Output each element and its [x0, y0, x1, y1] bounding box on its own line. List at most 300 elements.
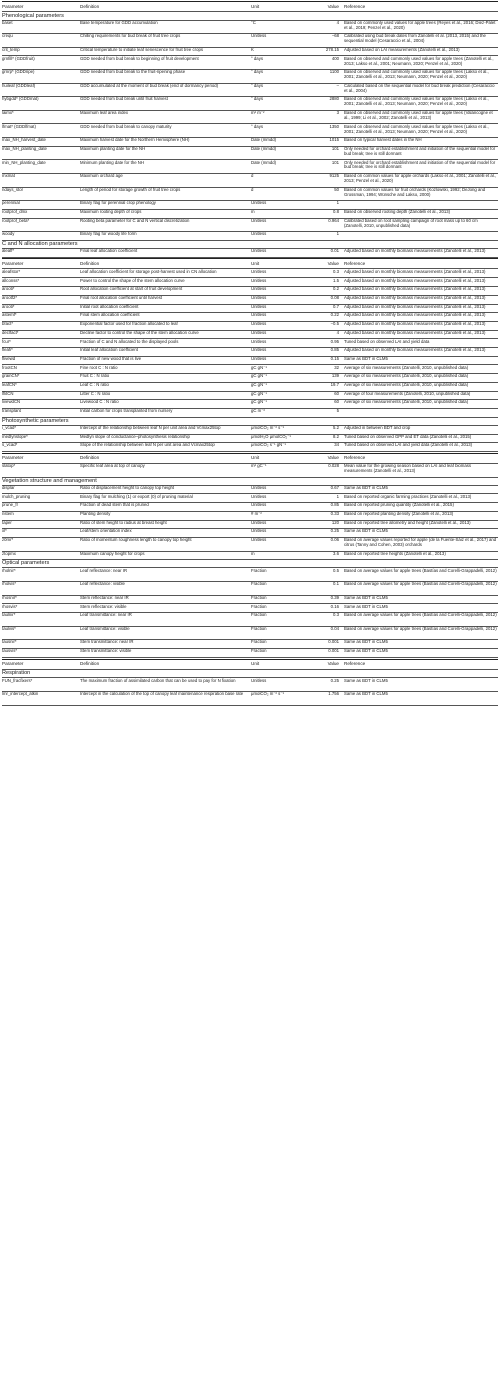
cell-definition: Base temperature for GDD accumulation [80, 19, 158, 25]
cell-parameter: grainCN* [2, 373, 20, 379]
cell-value: 0.3 [333, 612, 339, 618]
cell-reference: Based on average values for apple trees (Bastías and Corelli-Grappadelli, 2012) [344, 567, 497, 573]
table-rule [2, 669, 498, 670]
cell-value: 0.7 [333, 303, 339, 309]
cell-definition: Slope of the relationship between leaf N per unit area and Vcmax25top [80, 442, 215, 448]
header-unit: Unit [251, 260, 260, 266]
cell-parameter: crit_temp [2, 46, 20, 52]
cell-unit: Unitless [251, 338, 267, 344]
cell-parameter: lmr_intercept_atkin [2, 691, 39, 697]
cell-parameter: lfmat* (GDDlfmat) [2, 123, 36, 129]
cell-unit: d [251, 186, 254, 192]
cell-definition: Leaf transmittance: near IR [80, 612, 132, 618]
cell-value: 0.15 [330, 355, 339, 361]
cell-definition: Fraction of dead stem that is pruned [80, 502, 149, 508]
cell-reference: Tuned based on observed LAI and yield data [344, 338, 430, 344]
cell-value: 0.2 [333, 286, 339, 292]
cell-unit: Fraction [251, 648, 267, 654]
cell-parameter: ztopmx [2, 550, 16, 556]
cell-definition: Maximum planting date for the NH [80, 145, 146, 151]
cell-reference: Based on common values for fruit orchards (Kozlowski, 1992; DeJong and Grossman, 1994; Wünsche and Lakso, 2000) [344, 186, 486, 197]
cell-parameter: crequ [2, 33, 13, 39]
table-rule [2, 231, 498, 232]
cell-reference: Adjusted based on monthly biomass measurements (Zanotelli et al., 2013) [344, 277, 486, 283]
header-value: Value [327, 260, 339, 266]
cell-reference: Mean value for the growing season based on LAI and leaf biomass measurements (Zanotelli et al., 2013) [344, 463, 472, 473]
cell-parameter: z0mr* [2, 537, 14, 543]
cell-definition: Maximum orchard age [80, 173, 123, 179]
cell-value: 1 [336, 231, 339, 237]
cell-parameter: arootf2* [2, 295, 18, 300]
cell-value: 4 [336, 329, 339, 335]
cell-reference: Adjusted based on monthly biomass measurements (Zanotelli et al., 2013) [344, 329, 486, 335]
cell-value: 3.6 [333, 550, 339, 556]
cell-reference: Adjusted based on monthly biomass measurements (Zanotelli et al., 2013) [344, 286, 486, 292]
cell-unit: d [251, 173, 254, 179]
cell-unit: m [251, 550, 255, 556]
cell-parameter: woody [2, 231, 15, 237]
cell-unit: Fraction [251, 594, 267, 600]
cell-reference: Tuned based on observed GPP and ET data (Zanotelli et al., 2015) [344, 433, 472, 439]
cell-parameter: mxmat [2, 173, 15, 179]
header-parameter: Parameter [2, 661, 24, 667]
cell-definition: Leaf transmittance: visible [80, 625, 130, 631]
cell-parameter: tausvis* [2, 648, 18, 654]
cell-parameter: grnrp* (GDDripe) [2, 69, 35, 75]
cell-value: 5 [336, 408, 339, 414]
cell-reference: Adjusted based on monthly biomass measurements (Zanotelli et al., 2013) [344, 295, 486, 300]
cell-value: 0.8 [333, 209, 339, 214]
cell-parameter: max_NH_harvest_date [2, 137, 46, 143]
cell-unit: Fraction [251, 603, 267, 609]
cell-value: 0.5 [333, 567, 339, 573]
cell-definition: Leaf reflectance: near IR [80, 567, 128, 573]
cell-definition: Maximum harvest date for the Northern Hemisphere (NH) [80, 137, 190, 143]
cell-reference: Based on observed and commonly used values for apple trees (Lakso et al., 2001; Zanotelli et al., 2013; Neumann, 2020; Penzel et al., 2020) [344, 123, 489, 134]
cell-value: 0.964 [328, 217, 339, 223]
cell-value: 0.04 [330, 625, 339, 631]
cell-reference: Average of six measurements (Zanotelli, 2010, unpublished data) [344, 364, 469, 370]
cell-unit: gC m⁻² [251, 408, 265, 414]
table-rule [2, 705, 498, 706]
cell-unit: gC gN⁻¹ [251, 373, 267, 379]
cell-value: – [336, 82, 339, 88]
cell-parameter: aleaff* [2, 248, 15, 254]
cell-parameter: mulch_pruning [2, 493, 31, 499]
cell-definition: Ratio of stem height to radius at breast height [80, 519, 167, 525]
section-title: Respiration [2, 670, 31, 677]
cell-value: 3 [336, 110, 339, 115]
cell-value: 1 [336, 200, 339, 206]
cell-value: 0.85 [330, 347, 339, 353]
cell-unit: Date (mmdd) [251, 137, 277, 143]
cell-definition: Maximum canopy height for crops [80, 550, 145, 556]
cell-value: 120 [331, 519, 339, 525]
cell-definition: Decline factor to control the shape of the stem allocation curve [80, 329, 199, 335]
cell-unit: Unitless [251, 528, 267, 534]
cell-definition: Binary flag for mulching (1) or export (0) of pruning material [80, 493, 193, 499]
cell-unit: Fraction [251, 581, 267, 587]
cell-parameter: prune_fr [2, 502, 19, 508]
cell-reference: Same as BDT in CLM5 [344, 677, 388, 683]
table-rule [2, 417, 498, 418]
cell-reference: Adjusted based on monthly biomass measurements (Zanotelli et al., 2013) [344, 312, 486, 318]
cell-value: 0.01 [330, 248, 339, 254]
section-title: Photosynthetic parameters [2, 417, 69, 424]
cell-unit: μmolCO₂ m⁻² s⁻¹ [251, 425, 285, 430]
cell-unit: gC gN⁻¹ [251, 382, 267, 387]
section-title: Vegetation structure and management [2, 477, 97, 484]
cell-unit: Unitless [251, 484, 267, 490]
cell-definition: Minimum planting date for the NH [80, 159, 145, 165]
cell-definition: Ratio of momentum roughness length to canopy top height [80, 537, 192, 543]
cell-unit: °C [251, 19, 256, 25]
cell-definition: Stem transmittance: visible [80, 648, 132, 654]
cell-unit: m² gC⁻¹ [251, 463, 267, 469]
cell-value: 0.1 [333, 581, 339, 587]
cell-reference: Based on observed and commonly used values for apple trees (Lakso et al., 2001; Zanotelli et al., 2013; Neumann, 2020; Penzel et al., 2020) [344, 96, 489, 107]
cell-unit: Unitless [251, 493, 267, 499]
cell-definition: Leaf/stem orientation index [80, 528, 132, 534]
cell-value: −68 [331, 33, 339, 39]
cell-reference: Adjusted based on monthly biomass measurements (Zanotelli et al., 2013) [344, 347, 486, 353]
cell-unit: Unitless [251, 277, 267, 283]
cell-definition: GDD needed from bud break to canopy maturity [80, 123, 172, 129]
cell-reference: Same as BDT in CLM5 [344, 355, 388, 361]
cell-value: −0.5 [330, 321, 339, 327]
cell-reference: Adjusted based on monthly biomass measurements (Zanotelli et al., 2013) [344, 303, 486, 309]
header-parameter: Parameter [2, 455, 24, 461]
cell-unit: Unitless [251, 286, 267, 292]
cell-parameter: FUN_fracfixers* [2, 677, 33, 683]
cell-definition: Exponential factor used for fraction allocated to leaf [80, 321, 178, 327]
cell-unit: ° days [251, 96, 263, 102]
cell-unit: Unitless [251, 268, 267, 274]
cell-parameter: huileaf (GDDleaf) [2, 82, 36, 88]
cell-reference: Adjusted in between BDT and crop [344, 425, 411, 430]
cell-value: 50 [334, 186, 339, 192]
cell-reference: Same as BDT in CLM5 [344, 484, 388, 490]
cell-unit: Unitless [251, 303, 267, 309]
header-value: Value [327, 455, 339, 461]
cell-parameter: i_vcad* [2, 425, 17, 430]
header-parameter: Parameter [2, 260, 24, 266]
cell-unit: Unitless [251, 347, 267, 353]
cell-definition: GDD needed from bud break to beginning of fruit development [80, 55, 199, 61]
cell-parameter: taulvis* [2, 625, 16, 631]
cell-value: 60 [334, 399, 339, 405]
cell-reference: Calibrated based on root sampling campaign of root mass up to 60 cm (Zanotelli, 2010, unpublished data) [344, 217, 478, 228]
cell-parameter: laimx* [2, 110, 14, 115]
cell-unit: Fraction [251, 625, 267, 631]
cell-parameter: medlynslope* [2, 433, 28, 439]
cell-parameter: slatop* [2, 463, 16, 469]
cell-parameter: nstem [2, 511, 14, 516]
cell-unit: Date (mmdd) [251, 159, 277, 165]
cell-unit: Unitless [251, 217, 267, 223]
cell-parameter: max_NH_planting_date [2, 145, 47, 151]
cell-value: 1015 [329, 137, 339, 143]
cell-definition: Fruit C : N ratio [80, 373, 110, 379]
cell-reference: Based on typical harvest dates in the NH [344, 137, 422, 143]
cell-value: 1.756 [328, 691, 339, 697]
cell-reference: Same as BDT in CLM5 [344, 648, 388, 654]
cell-definition: Leaf C : N ratio [80, 382, 109, 387]
cell-reference: Average of four measurements (Zanotelli, 2010, unpublished data) [344, 390, 471, 396]
cell-parameter: flivewd [2, 355, 16, 361]
header-parameter: Parameter [2, 3, 24, 9]
cell-parameter: fcur* [2, 338, 11, 344]
table-rule [2, 659, 498, 660]
cell-reference: Average of six measurements (Zanotelli, 2010, unpublished data) [344, 399, 469, 405]
cell-parameter: rootprof_dmx [2, 209, 28, 214]
cell-unit: Fraction [251, 567, 267, 573]
cell-unit: Unitless [251, 248, 267, 254]
cell-parameter: displar [2, 484, 15, 490]
header-reference: Reference [344, 260, 366, 266]
cell-unit: K [251, 46, 254, 52]
cell-definition: Chilling requirements for bud break of fruit tree crops [80, 33, 181, 39]
cell-unit: Unitless [251, 200, 267, 206]
cell-unit: Unitless [251, 677, 267, 683]
cell-reference: Based on average values for apple trees (Bastías and Corelli-Grappadelli, 2012) [344, 612, 497, 618]
cell-value: 9125 [329, 173, 339, 179]
cell-value: 0.33 [330, 511, 339, 516]
cell-value: 400 [331, 55, 339, 61]
cell-reference: Based on average values reported for apple (de la Fuente-Sáiz et al., 2017) and citrus (Tanny and Cohen, 2003) orchards [344, 537, 497, 547]
cell-unit: Fraction [251, 612, 267, 618]
cell-value: 0.3 [333, 268, 339, 274]
cell-definition: Stem reflectance: near IR [80, 594, 129, 600]
header-reference: Reference [344, 661, 366, 667]
cell-definition: Fraction of C and N allocated to the displayed pools [80, 338, 179, 344]
cell-value: 8.2 [333, 433, 339, 439]
cell-value: 32 [334, 364, 339, 370]
cell-unit: Unitless [251, 329, 267, 335]
table-rule [2, 453, 498, 454]
cell-reference: Calculated based on the sequential model for bud break prediction (Cesaraccio et al., 2004) [344, 82, 495, 93]
cell-reference: Based on reported organic farming practices (Zanotelli et al., 2013) [344, 493, 472, 499]
cell-unit: ° days [251, 69, 263, 75]
cell-definition: GDD needed from bud break until fruit harvest [80, 96, 168, 102]
cell-reference: Adjusted based on monthly biomass measurements (Zanotelli et al., 2013) [344, 321, 486, 327]
cell-parameter: taper [2, 519, 12, 525]
cell-definition: Initial root allocation coefficient [80, 303, 139, 309]
cell-unit: Unitless [251, 519, 267, 525]
cell-value: 34 [334, 442, 339, 448]
cell-parameter: rholvis* [2, 581, 17, 587]
cell-reference: Same as BDT in CLM5 [344, 594, 388, 600]
table-rule [2, 559, 498, 560]
cell-parameter: rhosnir* [2, 594, 17, 600]
cell-value: 0.16 [330, 603, 339, 609]
cell-definition: Final leaf allocation coefficient [80, 248, 138, 254]
table-rule [2, 1, 498, 2]
cell-unit: m² m⁻² [251, 110, 265, 115]
cell-definition: Binary flag for perennial crop phenology [80, 200, 156, 206]
header-definition: Definition [80, 455, 100, 461]
cell-unit: Unitless [251, 537, 267, 543]
cell-definition: Medlyn slope of conductance–photosynthesis relationship [80, 433, 190, 439]
table-rule [2, 657, 498, 658]
cell-unit: # m⁻² [251, 511, 262, 516]
cell-reference: Based on reported planting density (Zanotelli et al., 2013) [344, 511, 454, 516]
cell-definition: Planting density [80, 511, 111, 516]
header-value: Value [327, 3, 339, 9]
cell-parameter: rholnir* [2, 567, 16, 573]
cell-reference: Same as BDT in CLM5 [344, 639, 388, 645]
cell-reference: Based on average values for apple trees (Bastías and Corelli-Grappadelli, 2012) [344, 625, 497, 631]
cell-value: 1 [336, 493, 339, 499]
header-definition: Definition [80, 260, 100, 266]
cell-reference: Average of six measurements (Zanotelli, 2010, unpublished data) [344, 382, 469, 387]
cell-definition: GDD needed from bud break to the fruit-ripening phase [80, 69, 186, 75]
cell-reference: Based on commonly used values for apple trees (Reyes et al., 2016; Díez-Palet et al., 2019; Penzel et al., 2020) [344, 19, 496, 30]
cell-value: 0.028 [328, 463, 339, 469]
cell-parameter: rootprof_beta* [2, 217, 30, 223]
cell-unit: Unitless [251, 312, 267, 318]
cell-value: 0.08 [330, 295, 339, 300]
cell-unit: ° days [251, 123, 263, 129]
section-title: C and N allocation parameters [2, 241, 78, 247]
cell-unit: m [251, 209, 255, 214]
cell-parameter: allconss* [2, 277, 20, 283]
cell-reference: Calibrated using bud break dates from Zanotelli et al. (2013, 2015) and the sequential model (Cesaraccio et al., 2004) [344, 33, 486, 44]
header-definition: Definition [80, 3, 100, 9]
cell-parameter: astemf* [2, 312, 17, 318]
cell-parameter: ndays_stor [2, 186, 24, 192]
cell-value: 0.25 [330, 528, 339, 534]
header-unit: Unit [251, 455, 260, 461]
cell-value: 0.25 [330, 677, 339, 683]
cell-value: 0.39 [330, 594, 339, 600]
cell-parameter: taulnir* [2, 612, 16, 618]
cell-parameter: baset [2, 19, 13, 25]
table-rule [2, 408, 498, 409]
table-rule [2, 258, 498, 259]
header-definition: Definition [80, 661, 100, 667]
header-unit: Unit [251, 661, 260, 667]
cell-parameter: declfact* [2, 329, 19, 335]
cell-parameter: s_vcad* [2, 442, 18, 448]
cell-value: 0.001 [328, 648, 339, 654]
cell-definition: Ratio of displacement height to canopy top height [80, 484, 175, 490]
cell-value: 278.15 [325, 46, 339, 52]
header-reference: Reference [344, 455, 366, 461]
cell-definition: Fraction of new wood that is live [80, 355, 142, 361]
cell-definition: Maximum rooting depth of crops [80, 209, 142, 214]
section-title: Phenological parameters [2, 12, 64, 19]
cell-value: 0.06 [330, 537, 339, 543]
cell-unit: ° days [251, 82, 263, 88]
cell-parameter: grnfill* (GDDfruit) [2, 55, 35, 61]
cell-value: 1350 [329, 123, 339, 129]
cell-parameter: transplant [2, 408, 21, 414]
cell-definition: Litter C : N ratio [80, 390, 111, 396]
cell-definition: Leaf reflectance: visible [80, 581, 125, 587]
cell-parameter: bfact* [2, 321, 13, 327]
header-reference: Reference [344, 3, 366, 9]
cell-definition: Intercept of the relationship between leaf N per unit area and Vcmax25top [80, 425, 221, 430]
cell-unit: gC gN⁻¹ [251, 399, 267, 405]
cell-value: 4 [336, 19, 339, 25]
cell-value: 1100 [329, 69, 339, 75]
cell-definition: Root allocation coefficient at start of fruit development [80, 286, 183, 292]
cell-value: 0.67 [330, 484, 339, 490]
cell-reference: Based on average values for apple trees (Bastías and Corelli-Grappadelli, 2012) [344, 581, 497, 587]
cell-unit: Unitless [251, 321, 267, 327]
cell-reference: Based on reported tree allometry and height (Zanotelli et al., 2013) [344, 519, 471, 525]
cell-reference: Based on common values for apple orchards (Lakso et al., 2001; Zanotelli et al., 2013; Penzel et al., 2020) [344, 173, 497, 183]
cell-unit: μmolH₂O μmolCO₂⁻¹ [251, 433, 291, 439]
cell-reference: Only needed for orchard establishment and initiation of the sequential model for bud break; tree is still dormant [344, 159, 496, 170]
section-title: Optical parameters [2, 560, 50, 567]
cell-reference: Adjusted based on monthly biomass measurements (Zanotelli et al., 2013) [344, 248, 486, 254]
cell-definition: Fine root C : N ratio [80, 364, 118, 370]
cell-value: 0.22 [330, 312, 339, 318]
cell-reference: Based on observed and commonly used values for apple trees (Zanotelli et al., 2013; Lakso et al., 2001; Neumann, 2020; Penzel et al., 2020) [344, 55, 494, 66]
cell-value: 0.001 [328, 639, 339, 645]
cell-parameter: fleafi* [2, 347, 13, 353]
cell-definition: Rooting beta parameter for C and N vertical discretization [80, 217, 190, 223]
cell-parameter: livewdCN [2, 399, 21, 405]
cell-parameter: arooti* [2, 303, 15, 309]
cell-parameter: rhosvis* [2, 603, 18, 609]
cell-parameter: lflitCN [2, 390, 14, 396]
cell-reference: Same as BDT in CLM5 [344, 528, 388, 534]
cell-value: 101 [331, 159, 339, 165]
cell-definition: Critical temperature to initiate leaf senescence for fruit tree crops [80, 46, 203, 52]
cell-reference: Tuned based on observed LAI and yield data (Zanotelli et al., 2013) [344, 442, 473, 448]
table-rule [2, 11, 498, 12]
cell-unit: μmolCO₂ m⁻² s⁻¹ [251, 691, 285, 697]
cell-reference: Same as BDT in CLM5 [344, 691, 388, 697]
cell-parameter: perennial [2, 200, 20, 206]
cell-unit: Unitless [251, 33, 267, 39]
cell-value: 19.7 [330, 382, 339, 387]
cell-definition: Initial leaf allocation coefficient [80, 347, 138, 353]
table-rule [2, 200, 498, 201]
cell-reference: Adjusted based on monthly biomass measurements (Zanotelli et al., 2013) [344, 268, 486, 274]
cell-reference: Based on observed rooting depth (Zanotelli et al., 2013) [344, 209, 451, 214]
cell-reference: Only needed for orchard establishment and initiation of the sequential model for bud break; tree is still dormant [344, 145, 496, 156]
cell-reference: Based on reported pruning quantity (Zanotelli et al., 2015) [344, 502, 454, 508]
cell-unit: Unitless [251, 502, 267, 508]
cell-definition: Specific leaf area at top of canopy [80, 463, 145, 469]
cell-definition: Maximum leaf area index [80, 110, 129, 115]
cell-unit: Date (mmdd) [251, 145, 277, 151]
cell-reference: Based on observed and commonly used values for apple trees (Lakso et al., 2001; Zanotelli et al., 2013; Neumann, 2020; Penzel et al., 2020) [344, 69, 489, 80]
cell-parameter: min_NH_planting_date [2, 159, 46, 165]
cell-unit: Unitless [251, 231, 267, 237]
header-unit: Unit [251, 3, 260, 9]
cell-parameter: arooti* [2, 286, 15, 292]
cell-value: 1.5 [333, 277, 339, 283]
cell-definition: Livewood C : N ratio [80, 399, 119, 405]
cell-parameter: aleafstor* [2, 268, 21, 274]
cell-unit: Fraction [251, 639, 267, 645]
cell-unit: Unitless [251, 295, 267, 300]
cell-definition: Final root allocation coefficient until harvest [80, 295, 163, 300]
cell-parameter: xl* [2, 528, 7, 534]
cell-value: 0.85 [330, 502, 339, 508]
cell-value: 5.2 [333, 425, 339, 430]
cell-parameter: frootCN [2, 364, 17, 370]
cell-definition: Final stem allocation coefficient [80, 312, 140, 318]
cell-definition: Power to control the shape of the stem allocation curve [80, 277, 185, 283]
cell-unit: Unitless [251, 355, 267, 361]
cell-definition: The maximum fraction of assimilated carbon that can be used to pay for N fixation [80, 677, 236, 683]
